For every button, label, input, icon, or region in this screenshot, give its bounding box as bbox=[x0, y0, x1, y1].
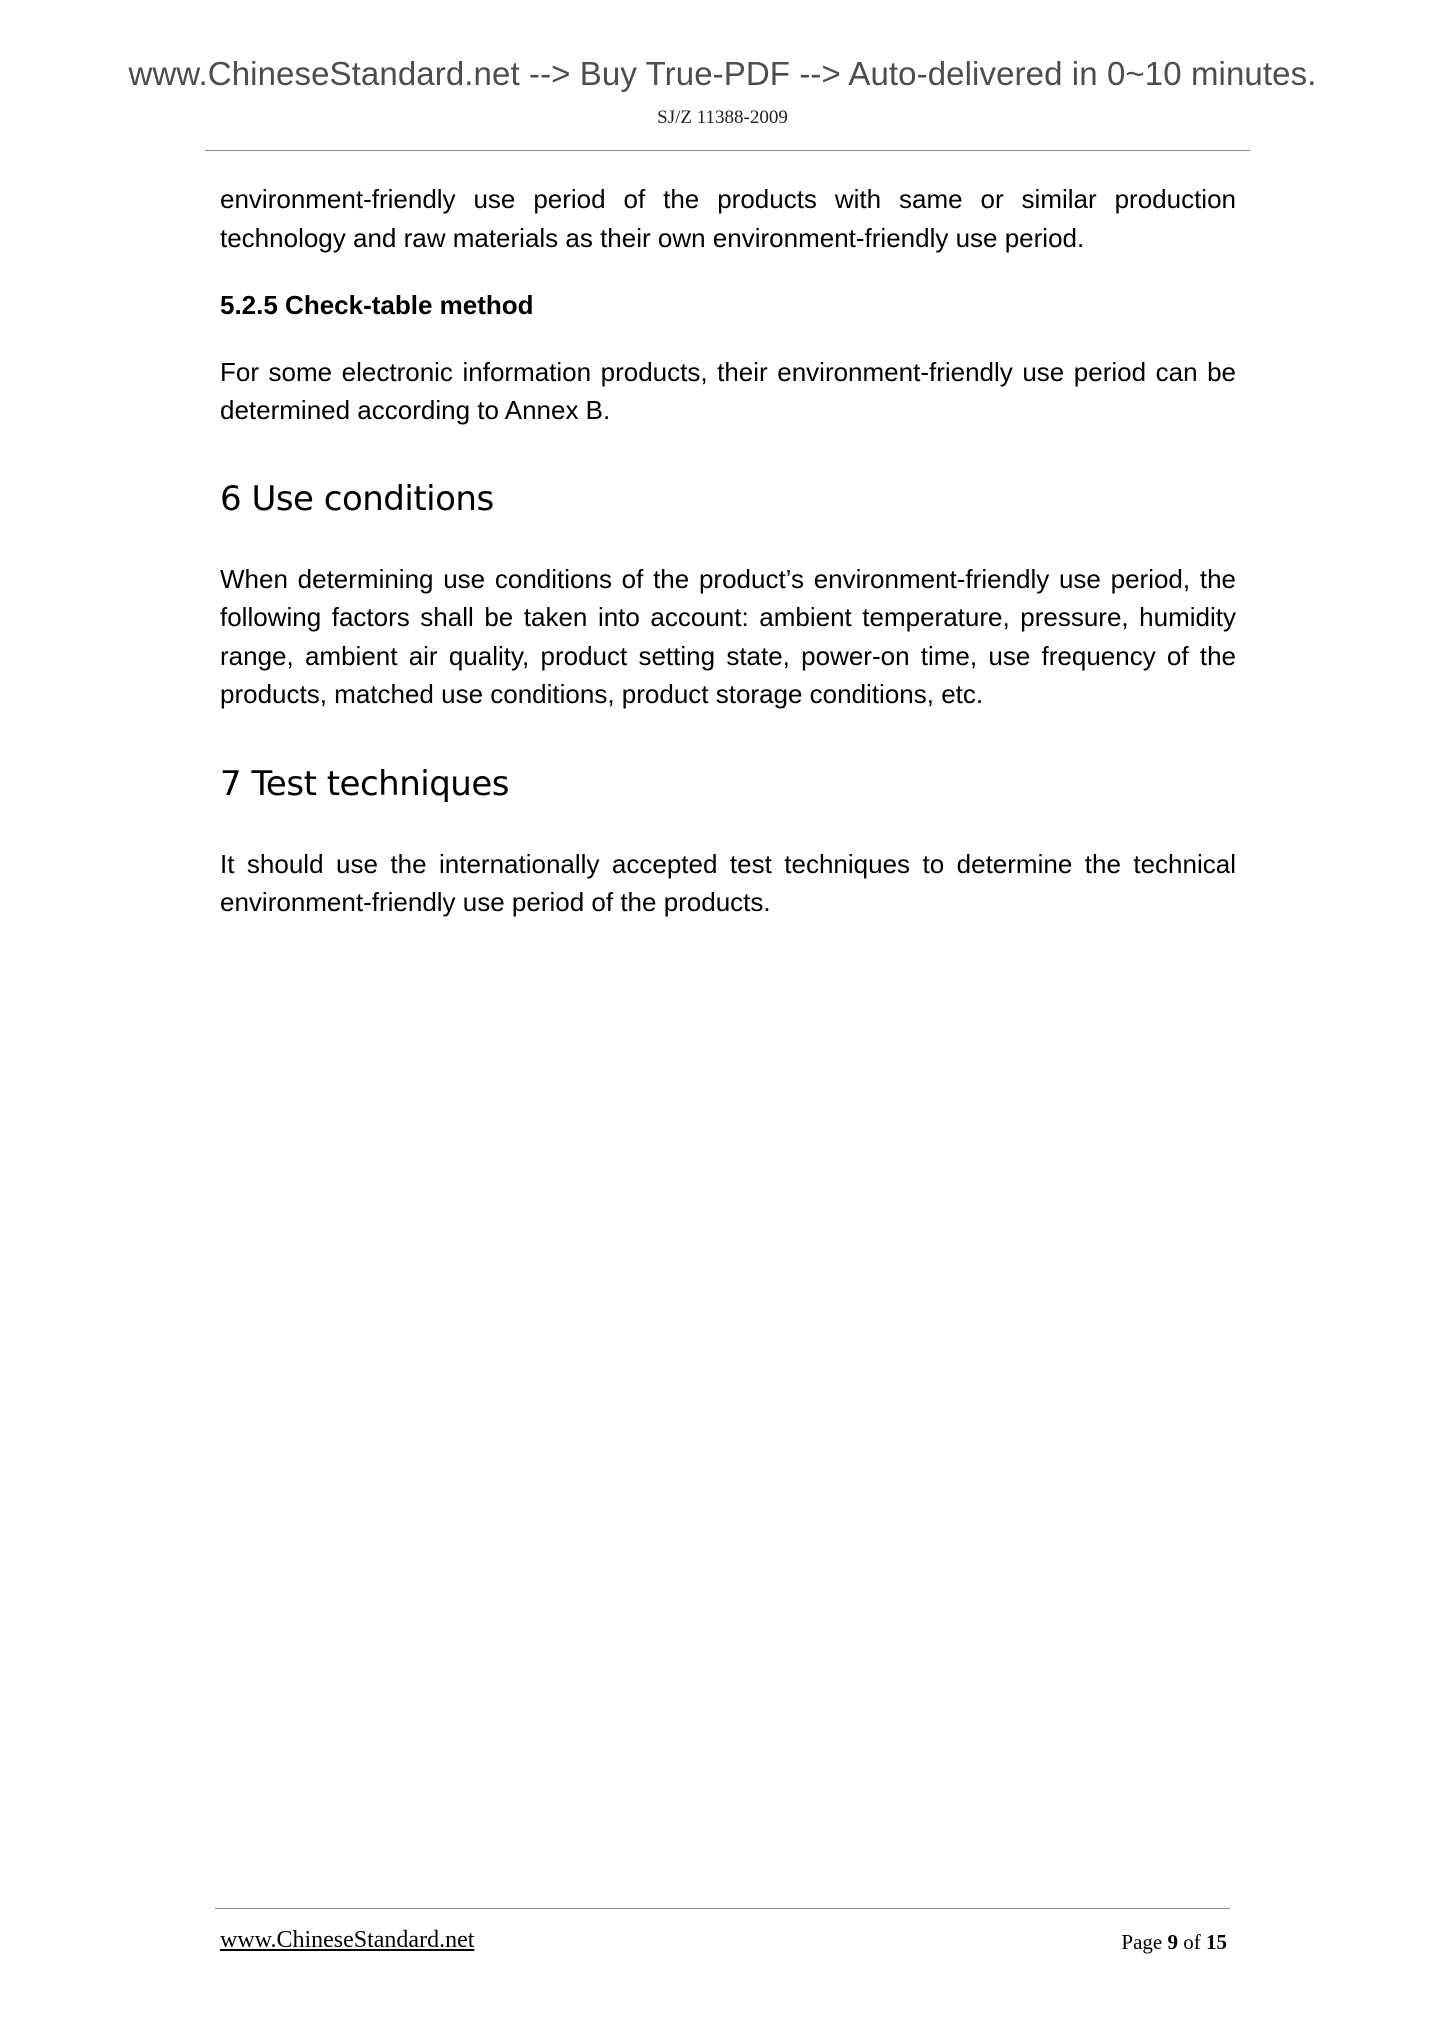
top-banner: www.ChineseStandard.net --> Buy True-PDF --> Auto-delivered in 0~10 minutes. bbox=[128, 55, 1317, 92]
header-divider bbox=[205, 150, 1250, 151]
page-total: 15 bbox=[1206, 1930, 1227, 1954]
continuation-paragraph: environment-friendly use period of the products with same or similar production technology and raw materials as their own environment-friendly use period. bbox=[220, 184, 1236, 253]
document-code: SJ/Z 11388-2009 bbox=[657, 107, 788, 128]
page-content bbox=[220, 180, 1236, 922]
page-label: Page bbox=[1121, 1930, 1163, 1954]
page-number bbox=[1121, 1930, 1227, 1955]
subsection-heading-5-2-5: 5.2.5 Check-table method bbox=[220, 290, 534, 320]
page-current: 9 bbox=[1167, 1930, 1178, 1954]
section-heading-use-conditions: 6 Use conditions bbox=[220, 478, 494, 519]
subsection-paragraph: For some electronic information products, their environment-friendly use period can be determined according to Annex B. bbox=[220, 356, 1236, 425]
page-of: of bbox=[1183, 1930, 1201, 1954]
test-techniques-paragraph: It should use the internationally accepted test techniques to determine the technical environment-friendly use period of the products. bbox=[220, 848, 1236, 917]
footer-divider bbox=[215, 1908, 1230, 1909]
use-conditions-paragraph: When determining use conditions of the product’s environment-friendly use period, the following factors shall be taken into account: ambient temperature, pressure, humidity range, ambient air quality, product setting state, power-on time, use frequency of the products, matched use conditions, product storage conditions, etc. bbox=[220, 563, 1236, 709]
section-heading-test-techniques: 7 Test techniques bbox=[220, 763, 509, 804]
footer-site-link[interactable]: www.ChineseStandard.net bbox=[220, 1927, 475, 1953]
